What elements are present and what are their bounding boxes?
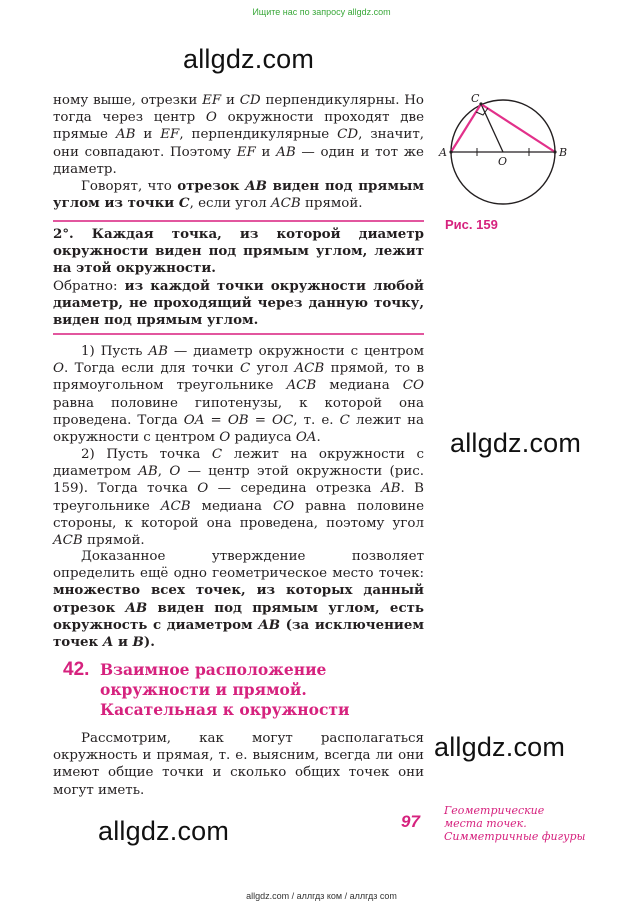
seen-definition-paragraph: Говорят, что отрезок AB виден под прямым углом из точки C, если угол ACB прямой. (53, 178, 425, 212)
divider-bottom (53, 333, 424, 335)
figure-159 (438, 92, 573, 212)
label-b: B (559, 146, 568, 159)
divider-top (53, 220, 424, 222)
section-title-line: Взаимное расположение (100, 660, 327, 679)
converse-statement: из каждой точки окружности любой диаметр, не проходящий через данную точку, виден под прямым углом. (53, 277, 424, 329)
chapter-line: места точек. (444, 817, 527, 830)
theorem-block (53, 226, 424, 329)
section-title-line: Касательная к окружности (100, 700, 350, 719)
point-c (479, 102, 482, 105)
chapter-line: Симметричные фигуры (444, 830, 586, 843)
watermark: allgdz.com (98, 816, 230, 846)
section-title-line: окружности и прямой. (100, 680, 307, 699)
chapter-title (444, 804, 586, 843)
final-paragraph: Рассмотрим, как могут располагаться окружность и прямая, т. е. выясним, всегда ли они имеют общие точки и сколько общих точек они могут иметь. (53, 731, 424, 798)
label-c: C (471, 92, 480, 105)
chapter-line: Геометрические (444, 804, 545, 817)
proof-part-2: 2) Пусть точка C лежит на окружности с диаметром AB, O — центр этой окружности (рис. 159). Тогда точка O — середина отрезка AB. В треугольнике ACB медиана CO равна половине стороны, к которой она проведена, поэтому угол ACB прямой. (53, 447, 425, 549)
converse-label: Обратно: (53, 278, 118, 294)
label-a: A (439, 146, 447, 159)
watermark: allgdz.com (434, 732, 566, 762)
proof-part-1: 1) Пусть AB — диаметр окружности с центром O. Тогда если для точки C угол ACB прямой, то в прямоугольном треугольнике ACB медиана CO равна половине гипотенузы, к которой она проведена. Тогда OA = OB = OC, т. е. C лежит на окружности с центром O радиуса OA. (53, 344, 425, 446)
label-o: O (498, 155, 508, 168)
point-b (553, 150, 556, 153)
chord-ac (451, 104, 481, 152)
intro-paragraph: ному выше, отрезки EF и CD перпендикулярны. Но тогда через центр O окружности проходят две прямые AB и EF, перпендикулярные CD, значит, они совпадают. Поэтому EF и AB — один и тот же диаметр. (53, 93, 425, 177)
section-number: 42. (63, 659, 90, 680)
watermark: allgdz.com (183, 44, 315, 74)
page-number: 97 (401, 812, 420, 831)
theorem-statement: Каждая точка, из которой диаметр окружности виден под прямым углом, лежит на этой окружности. (53, 226, 424, 277)
section-title (100, 660, 350, 720)
top-banner[interactable]: Ищите нас по запросу allgdz.com (252, 7, 391, 17)
watermark: allgdz.com (450, 428, 582, 458)
figure-caption: Рис. 159 (445, 217, 498, 232)
locus-paragraph: Доказанное утверждение позволяет определить ещё одно геометрическое место точек: множество всех точек, из которых данный отрезок AB виден под прямым углом, есть окружность с диаметром AB (за исключением точек A и B). (53, 549, 424, 651)
bottom-banner[interactable]: allgdz.com / аллгдз ком / аллгдз com (246, 891, 397, 901)
theorem-number: 2°. (53, 226, 74, 242)
point-a (449, 150, 452, 153)
